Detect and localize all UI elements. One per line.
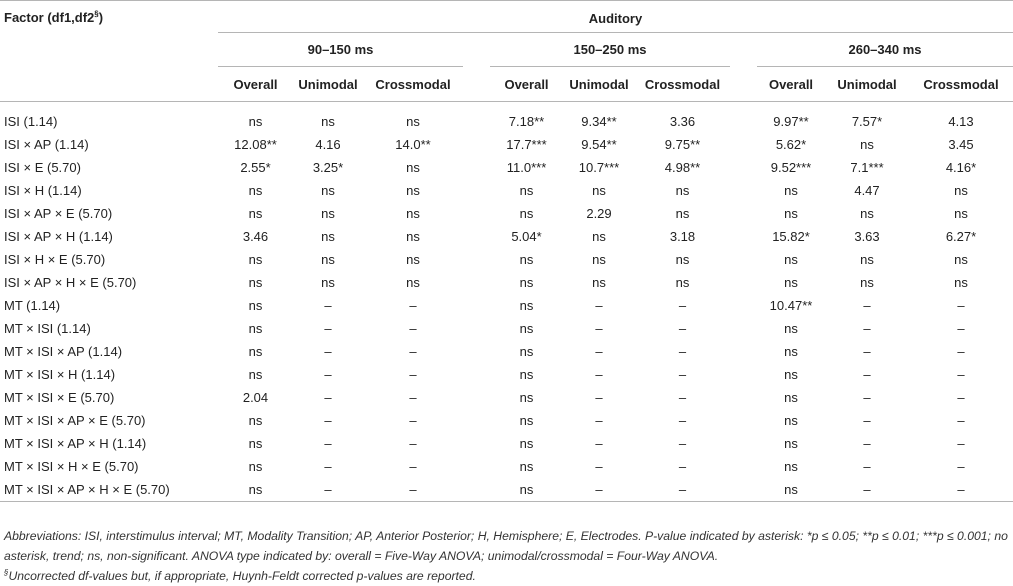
value-cell: – [678, 482, 687, 497]
factor-cell: MT × ISI × AP × H × E (5.70) [4, 482, 170, 497]
value-cell: ns [784, 321, 798, 336]
value-cell: 3.45 [948, 137, 974, 152]
top-rule [0, 0, 1013, 1]
table-row [0, 179, 1013, 202]
value-cell: – [595, 436, 603, 451]
value-cell: – [409, 459, 417, 474]
value-cell: – [678, 344, 687, 359]
value-cell: – [595, 321, 603, 336]
value-cell: ns [519, 459, 534, 474]
gap-cell [730, 156, 757, 179]
value-cell: ns [248, 482, 263, 497]
value-cell: ns [954, 183, 968, 198]
value-cell: ns [321, 114, 335, 129]
value-cell: ns [784, 275, 798, 290]
value-cell: ns [519, 298, 534, 313]
gap-cell [730, 478, 757, 501]
value-cell: 17.7*** [506, 137, 547, 152]
gap-cell [463, 156, 490, 179]
header-gap [730, 33, 757, 67]
value-cell: ns [784, 344, 798, 359]
abbreviations-note: Abbreviations: ISI, interstimulus interval; MT, Modality Transition; AP, Anterior Posterior; H, Hemisphere; E, Electrodes. P-value indicated by asterisk: *p ≤ 0.05; **p ≤ 0.01; ***p ≤ 0.001; no asterisk, trend; ns, non-significant. ANOVA type indicated by: overall = Five-Way ANOVA; unimodal/crossmodal = Four-Way ANOVA. [4, 529, 1008, 563]
value-cell: – [324, 482, 332, 497]
value-cell: – [678, 321, 687, 336]
table-row [0, 271, 1013, 294]
value-cell: ns [784, 413, 798, 428]
gap-cell [463, 386, 490, 409]
value-cell: ns [248, 367, 263, 382]
value-cell: ns [519, 367, 534, 382]
value-cell: ns [248, 459, 263, 474]
value-cell: ns [321, 275, 335, 290]
footnote-mark: § [4, 567, 9, 577]
value-cell: – [957, 367, 965, 382]
gap-cell [463, 271, 490, 294]
table-row [0, 294, 1013, 317]
value-cell: – [957, 390, 965, 405]
table-row [0, 133, 1013, 156]
gap-cell [730, 179, 757, 202]
value-cell: – [409, 413, 417, 428]
value-cell: ns [784, 459, 798, 474]
value-cell: ns [784, 482, 798, 497]
value-cell: – [957, 344, 965, 359]
value-cell: ns [248, 413, 263, 428]
footnote-text: Uncorrected df-values but, if appropriate, Huynh-Feldt corrected p-values are reported. [8, 569, 476, 583]
value-cell: 2.55* [240, 160, 271, 175]
value-cell: 4.47 [854, 183, 880, 198]
table-row [0, 363, 1013, 386]
value-cell: ns [406, 252, 420, 267]
value-cell: 9.52*** [770, 160, 812, 175]
value-cell: – [863, 413, 871, 428]
gap-cell [730, 248, 757, 271]
value-cell: – [324, 436, 332, 451]
value-cell: ns [592, 183, 606, 198]
gap-cell [730, 317, 757, 340]
value-cell: ns [860, 252, 874, 267]
value-cell: ns [784, 436, 798, 451]
gap-cell [730, 386, 757, 409]
value-cell: 9.34** [581, 114, 617, 129]
value-cell: ns [406, 114, 420, 129]
value-cell: ns [519, 436, 534, 451]
value-cell: ns [592, 229, 606, 244]
value-cell: – [678, 298, 687, 313]
value-cell: – [324, 413, 332, 428]
table-row [0, 386, 1013, 409]
table-row [0, 340, 1013, 363]
header-separator [0, 102, 1013, 111]
table-row [0, 317, 1013, 340]
value-cell: – [324, 367, 332, 382]
value-cell: 10.47** [769, 298, 813, 313]
header-gap [730, 67, 757, 102]
gap-cell [730, 202, 757, 225]
value-cell: ns [675, 206, 690, 221]
gap-cell [730, 225, 757, 248]
bottom-rule [0, 501, 1013, 502]
table-row [0, 478, 1013, 501]
value-cell: ns [406, 206, 420, 221]
factor-cell: ISI × H × E (5.70) [4, 252, 106, 267]
value-cell: – [957, 298, 965, 313]
factor-cell: ISI × E (5.70) [4, 160, 81, 175]
auditory-group-header: Auditory [218, 4, 1013, 33]
value-cell: ns [519, 344, 534, 359]
value-cell: 9.75** [664, 137, 701, 152]
table-row [0, 409, 1013, 432]
table-body [0, 102, 1013, 502]
value-cell: ns [321, 183, 335, 198]
value-cell: ns [954, 206, 968, 221]
subheader-crossmodal: Crossmodal [644, 76, 721, 92]
value-cell: – [863, 436, 871, 451]
factor-cell: ISI × AP × E (5.70) [4, 206, 113, 221]
value-cell: ns [406, 183, 420, 198]
header-gap [463, 67, 490, 102]
factor-cell: ISI × AP × H × E (5.70) [4, 275, 137, 290]
value-cell: ns [519, 183, 534, 198]
value-cell: 4.98** [664, 160, 701, 175]
factor-cell: ISI × AP (1.14) [4, 137, 89, 152]
value-cell: ns [248, 183, 263, 198]
value-cell: ns [519, 206, 534, 221]
gap-cell [463, 294, 490, 317]
value-cell: 3.36 [669, 114, 696, 129]
value-cell: 10.7*** [578, 160, 620, 175]
factor-header-text: Factor (df1,df2 [4, 10, 95, 25]
gap-cell [730, 455, 757, 478]
factor-column-header [0, 4, 218, 102]
value-cell: 5.62* [775, 137, 807, 152]
factor-header-sup: § [94, 9, 99, 19]
value-cell: ns [784, 206, 798, 221]
value-cell: – [595, 390, 603, 405]
value-cell: 4.13 [948, 114, 974, 129]
value-cell: ns [248, 114, 263, 129]
value-cell: – [595, 459, 603, 474]
gap-cell [730, 133, 757, 156]
value-cell: 6.27* [945, 229, 977, 244]
gap-cell [730, 340, 757, 363]
value-cell: ns [248, 275, 263, 290]
value-cell: ns [248, 344, 263, 359]
factor-cell: MT × ISI × E (5.70) [4, 390, 115, 405]
value-cell: – [957, 321, 965, 336]
value-cell: ns [519, 275, 534, 290]
value-cell: – [409, 482, 417, 497]
value-cell: 7.18** [508, 114, 545, 129]
value-cell: ns [675, 252, 690, 267]
value-cell: – [409, 321, 417, 336]
value-cell: – [678, 436, 687, 451]
value-cell: ns [954, 252, 968, 267]
table-row [0, 455, 1013, 478]
subheader-overall: Overall [233, 76, 278, 92]
factor-cell: MT × ISI (1.14) [4, 321, 91, 336]
value-cell: ns [784, 390, 798, 405]
table-row [0, 248, 1013, 271]
value-cell: 15.82* [772, 229, 810, 244]
factor-cell: MT × ISI × AP × H (1.14) [4, 436, 147, 451]
value-cell: ns [860, 206, 874, 221]
gap-cell [463, 317, 490, 340]
value-cell: 9.54** [581, 137, 617, 152]
value-cell: – [409, 367, 417, 382]
value-cell: ns [519, 321, 534, 336]
table-row [0, 156, 1013, 179]
value-cell: ns [248, 321, 263, 336]
value-cell: 2.29 [586, 206, 612, 221]
gap-cell [463, 248, 490, 271]
subheader-crossmodal: Crossmodal [923, 76, 999, 92]
factor-cell: MT × ISI × H × E (5.70) [4, 459, 139, 474]
value-cell: – [863, 390, 871, 405]
subheader-crossmodal: Crossmodal [375, 76, 451, 92]
value-cell: ns [519, 252, 534, 267]
gap-cell [730, 110, 757, 133]
value-cell: ns [675, 275, 690, 290]
factor-cell: MT × ISI × AP × E (5.70) [4, 413, 146, 428]
value-cell: – [324, 390, 332, 405]
gap-cell [730, 409, 757, 432]
value-cell: ns [784, 252, 798, 267]
value-cell: 4.16 [315, 137, 341, 152]
subheader-overall: Overall [768, 76, 814, 92]
value-cell: – [409, 344, 417, 359]
value-cell: – [678, 413, 687, 428]
value-cell: ns [321, 229, 335, 244]
value-cell: 12.08** [234, 137, 277, 152]
subheader-overall: Overall [504, 76, 549, 92]
gap-cell [730, 432, 757, 455]
value-cell: 3.46 [242, 229, 269, 244]
factor-cell: ISI (1.14) [4, 114, 58, 129]
period-header-3: 260–340 ms [757, 33, 1013, 67]
value-cell: ns [406, 275, 420, 290]
value-cell: – [324, 298, 332, 313]
gap-cell [730, 294, 757, 317]
gap-cell [463, 225, 490, 248]
value-cell: – [957, 482, 965, 497]
value-cell: – [863, 321, 871, 336]
value-cell: 2.04 [242, 390, 269, 405]
value-cell: ns [954, 275, 968, 290]
table-row [0, 225, 1013, 248]
table-row [0, 202, 1013, 225]
table-notes [4, 526, 1009, 586]
value-cell: ns [675, 183, 690, 198]
value-cell: ns [784, 367, 798, 382]
value-cell: ns [321, 252, 335, 267]
value-cell: – [863, 344, 871, 359]
footnote [4, 566, 1009, 586]
value-cell: – [324, 459, 332, 474]
value-cell: ns [784, 183, 798, 198]
value-cell: 14.0** [395, 137, 431, 152]
gap-cell [463, 455, 490, 478]
value-cell: ns [860, 275, 874, 290]
subheader-unimodal: Unimodal [837, 76, 897, 92]
gap-cell [463, 110, 490, 133]
gap-cell [730, 363, 757, 386]
value-cell: – [957, 436, 965, 451]
factor-header-close: ) [98, 10, 104, 25]
value-cell: ns [248, 206, 263, 221]
factor-cell: ISI × AP × H (1.14) [4, 229, 113, 244]
value-cell: ns [248, 252, 263, 267]
gap-cell [463, 409, 490, 432]
value-cell: ns [406, 229, 420, 244]
value-cell: – [324, 321, 332, 336]
anova-results-table [0, 4, 1013, 502]
value-cell: 3.25* [312, 160, 344, 175]
gap-cell [463, 432, 490, 455]
value-cell: – [678, 367, 687, 382]
value-cell: – [863, 482, 871, 497]
value-cell: – [409, 436, 417, 451]
gap-cell [463, 363, 490, 386]
value-cell: 5.04* [511, 229, 542, 244]
value-cell: – [324, 344, 332, 359]
value-cell: 3.63 [854, 229, 880, 244]
gap-cell [730, 271, 757, 294]
value-cell: ns [519, 413, 534, 428]
value-cell: 9.97** [773, 114, 809, 129]
table-row [0, 432, 1013, 455]
subheader-unimodal: Unimodal [298, 76, 358, 92]
factor-cell: ISI × H (1.14) [4, 183, 82, 198]
value-cell: – [595, 367, 603, 382]
value-cell: 4.16* [945, 160, 977, 175]
value-cell: ns [519, 482, 534, 497]
table-row [0, 110, 1013, 133]
value-cell: ns [406, 160, 420, 175]
value-cell: ns [592, 252, 606, 267]
value-cell: – [409, 298, 417, 313]
gap-cell [463, 478, 490, 501]
value-cell: ns [248, 436, 263, 451]
period-header-2: 150–250 ms [490, 33, 730, 67]
value-cell: – [678, 390, 687, 405]
value-cell: – [957, 459, 965, 474]
value-cell: ns [519, 390, 534, 405]
gap-cell [463, 202, 490, 225]
value-cell: – [863, 298, 871, 313]
factor-cell: MT × ISI × H (1.14) [4, 367, 116, 382]
value-cell: – [678, 459, 687, 474]
subheader-unimodal: Unimodal [569, 76, 629, 92]
value-cell: – [595, 413, 603, 428]
value-cell: 11.0*** [506, 160, 547, 175]
header-gap [463, 33, 490, 67]
value-cell: ns [860, 137, 874, 152]
value-cell: – [409, 390, 417, 405]
gap-cell [463, 340, 490, 363]
value-cell: 7.57* [851, 114, 883, 129]
value-cell: – [863, 367, 871, 382]
value-cell: – [957, 413, 965, 428]
factor-cell: MT × ISI × AP (1.14) [4, 344, 123, 359]
gap-cell [463, 179, 490, 202]
value-cell: – [595, 482, 603, 497]
value-cell: – [595, 344, 603, 359]
gap-cell [463, 133, 490, 156]
value-cell: ns [592, 275, 606, 290]
value-cell: 7.1*** [850, 160, 884, 175]
value-cell: – [863, 459, 871, 474]
value-cell: ns [248, 298, 263, 313]
value-cell: 3.18 [669, 229, 696, 244]
value-cell: – [595, 298, 603, 313]
value-cell: ns [321, 206, 335, 221]
factor-cell: MT (1.14) [4, 298, 61, 313]
period-header-1: 90–150 ms [218, 33, 463, 67]
